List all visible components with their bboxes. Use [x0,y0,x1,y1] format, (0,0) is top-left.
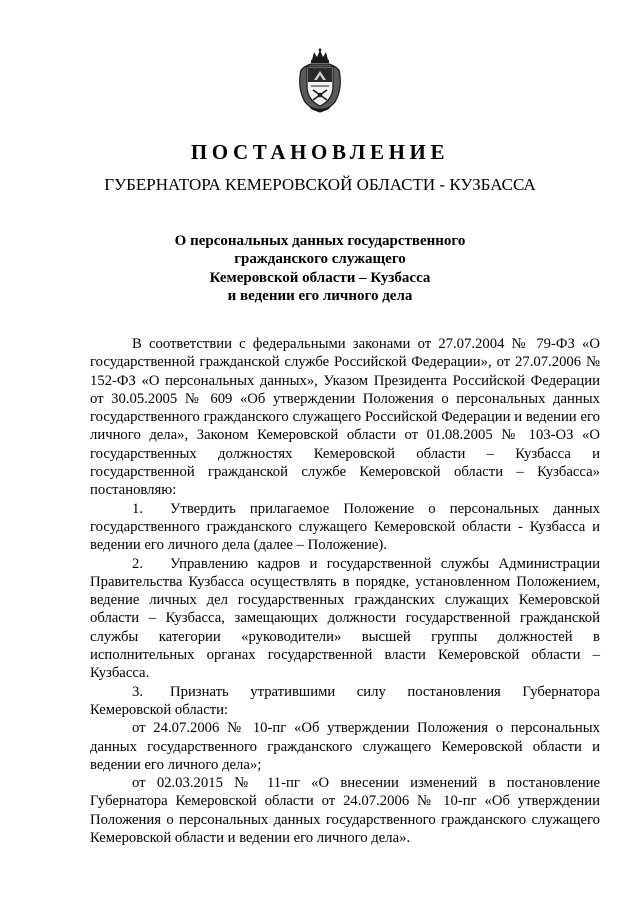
item-number: 2. [132,555,144,572]
title-line: и ведении его личного дела [227,287,413,304]
preamble-paragraph: В соответствии с федеральными законами от 27.07.2004 № 79-ФЗ «О государственной гражданской службе Российской Федерации», от 27.07.2006 № 152-ФЗ «О персональных данных», Указом Президента Российской Федерации от 30.05.2005 № 609 «Об утверждении Положения о персональных данных государственного гражданского служащего Российской Федерации и ведении его личного дела», Законом Кемеровской области от 01.08.2005 № 103-ОЗ «О государственных должностях Кемеровской области – Кузбасса и государственной гражданской службе Кемеровской области – Кузбасса» постановляю: [90,336,600,499]
item-number: 3. [132,683,144,700]
title-line: О персональных данных государственного [174,233,466,249]
document-issuer: ГУБЕРНАТОРА КЕМЕРОВСКОЙ ОБЛАСТИ - КУЗБАССА [104,175,536,194]
document-title [120,232,520,305]
item-number: 1. [132,500,144,517]
numbered-item [90,500,600,555]
title-line: Кемеровской области – Кузбасса [209,269,431,286]
numbered-item [90,683,600,720]
coat-of-arms-icon [295,48,345,114]
title-line: гражданского служащего [234,251,406,268]
item-text: Признать утратившими силу постановления Губернатора Кемеровской области: [90,683,600,718]
item-text: Управлению кадров и государственной службы Администрации Правительства Кузбасса осуществлять в порядке, установленном Положением, ведение личных дел государственных гражданских служащих Кемеровской области – Кузбасса, замещающих должности государственной гражданской службы категории «руководители» высшей группы должностей в исполнительных органах государственной власти Кемеровской области – Кузбасса. [90,555,600,682]
repealed-act-item: от 24.07.2006 № 10-пг «Об утверждении Положения о персональных данных государственного гражданского служащего Кемеровской области и ведении его личного дела»; [90,720,600,773]
numbered-item [90,555,600,683]
document-type: ПОСТАНОВЛЕНИЕ [190,140,450,164]
item-text: Утвердить прилагаемое Положение о персональных данных государственного гражданского служащего Кемеровской области - Кузбасса и ведении его личного дела (далее – Положение). [90,500,600,554]
document-body [90,335,600,847]
repealed-act-item: от 02.03.2015 № 11-пг «О внесении изменений в постановление Губернатора Кемеровской области от 24.07.2006 № 10-пг «Об утверждении Положения о персональных данных государственного гражданского служащего Кемеровской области и ведении его личного дела». [90,775,600,847]
